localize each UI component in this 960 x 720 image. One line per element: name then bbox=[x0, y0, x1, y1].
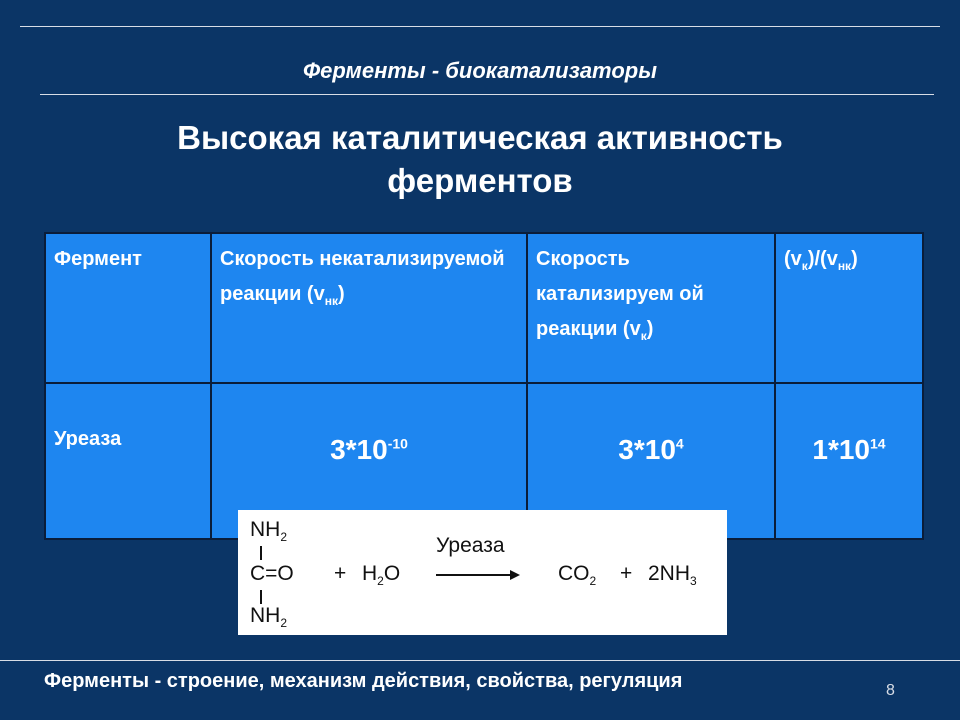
carbon-dioxide: $CO_2$ bbox=[558, 562, 597, 589]
section-subtitle: Ферменты - биокатализаторы bbox=[303, 58, 657, 83]
header-uncatalyzed-rate: Скорость некатализируемой реакции $(v_{нк})$ bbox=[211, 233, 527, 383]
amine-group-bottom: $NH_2$ bbox=[250, 604, 288, 631]
bond-top bbox=[260, 546, 262, 560]
enzyme-activity-table bbox=[44, 232, 924, 540]
ammonia: $2NH_3$ bbox=[648, 562, 697, 589]
reaction-arrow bbox=[436, 574, 510, 576]
footer-topic: Ферменты - строение, механизм действия, свойства, регуляция bbox=[44, 670, 683, 692]
cell-rate-ratio: $1*10^{14}$ bbox=[775, 383, 923, 539]
urea-hydrolysis-reaction bbox=[238, 510, 727, 635]
table-header-row bbox=[45, 233, 923, 383]
footer-divider bbox=[0, 660, 960, 661]
water: $H_2O$ bbox=[362, 562, 401, 589]
amine-group-top: $NH_2$ bbox=[250, 518, 288, 545]
catalyst-label: Уреаза bbox=[436, 534, 505, 557]
top-divider bbox=[20, 26, 940, 27]
plus-sign-1: + bbox=[334, 562, 347, 585]
title-line-1: Высокая каталитическая активность bbox=[177, 119, 783, 156]
page-number: 8 bbox=[886, 682, 895, 699]
title-line-2: ферментов bbox=[387, 162, 573, 199]
carbonyl-group: C=O bbox=[250, 562, 294, 585]
cell-uncatalyzed-rate: $3*10^{-10}$ bbox=[211, 383, 527, 539]
reaction-arrow-head-icon bbox=[510, 570, 520, 580]
slide-title bbox=[40, 116, 920, 202]
subtitle-divider bbox=[40, 94, 934, 95]
plus-sign-2: + bbox=[620, 562, 633, 585]
header-catalyzed-rate: Скорость катализируем ой реакции $(v_к)$ bbox=[527, 233, 775, 383]
header-enzyme: Фермент bbox=[45, 233, 211, 383]
cell-enzyme-name: Уреаза bbox=[45, 383, 211, 539]
bond-bottom bbox=[260, 590, 262, 604]
cell-catalyzed-rate: $3*10^4$ bbox=[527, 383, 775, 539]
header-rate-ratio: $(v_к)/(v_{нк})$ bbox=[775, 233, 923, 383]
